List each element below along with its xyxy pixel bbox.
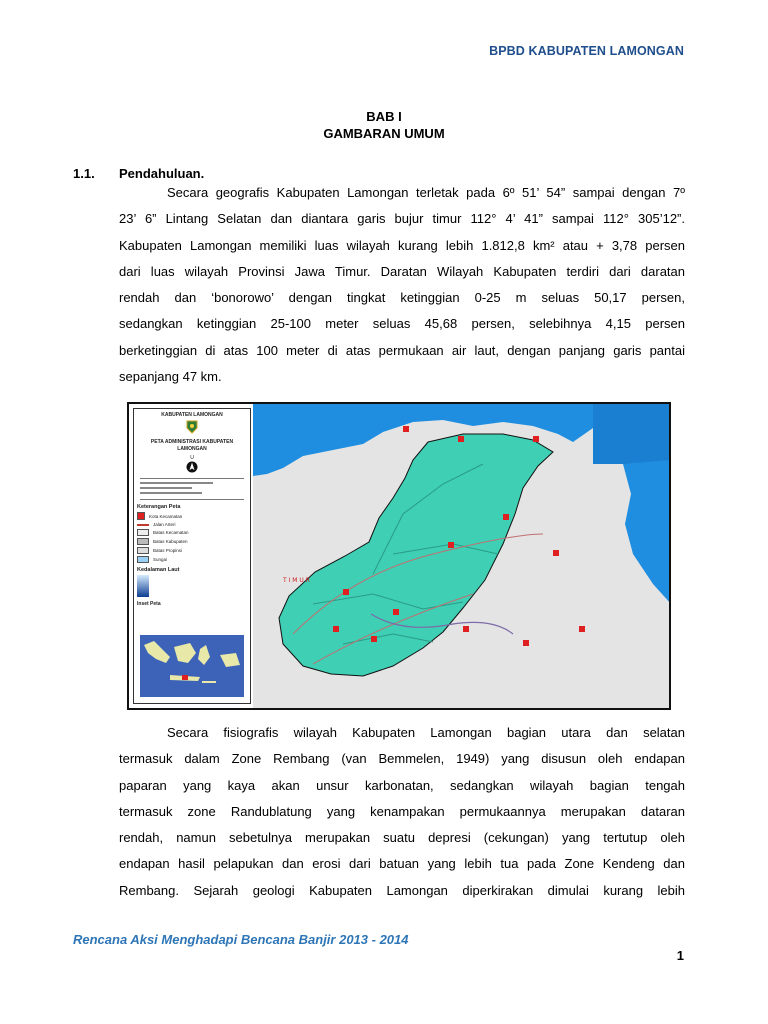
district-marker: [448, 542, 454, 548]
paragraph-line: Secara geografis Kabupaten Lamongan terletak pada 6º 51’ 54” sampai dengan 7º: [167, 185, 685, 200]
district-marker: [403, 426, 409, 432]
page-number: 1: [676, 948, 684, 963]
section-title: Pendahuluan.: [119, 166, 205, 181]
north-arrow-icon: [134, 461, 250, 474]
sea-grid-area: [593, 404, 671, 464]
map-title-1: PETA ADMINISTRASI KABUPATEN: [150, 439, 234, 445]
paragraph-geography: [119, 180, 685, 390]
section-number: 1.1.: [73, 166, 95, 181]
paragraph-line: Secara fisiografis wilayah Kabupaten Lamongan bagian utara dan selatan: [167, 725, 685, 740]
district-marker: [393, 609, 399, 615]
paragraph-line: Rembang. Sejarah geologi Kabupaten Lamongan diperkirakan dimulai kurang lebih: [119, 882, 685, 898]
scale-info-block: [140, 478, 244, 500]
district-marker: [458, 436, 464, 442]
legend-header: KABUPATEN LAMONGAN: [161, 412, 223, 418]
district-marker: [503, 514, 509, 520]
paragraph-line: rendah, namun sebetulnya merupakan suatu depresi (cekungan) yang tertutup oleh: [119, 830, 685, 846]
paragraph-line: 23’ 6” Lintang Selatan dan diantara garis bujur timur 112° 4’ 41” sampai 112° 305’12”.: [119, 211, 685, 227]
paragraph-line: endapan hasil pelapukan dan erosi dari batuan yang lebih tua pada Zone Kendeng dan: [119, 856, 685, 872]
paragraph-line: sedangkan ketinggian 25-100 meter seluas 45,68 persen, selebihnya 4,15 persen: [119, 316, 685, 332]
district-marker: [343, 589, 349, 595]
legend-item: Batas Kabupaten: [137, 538, 247, 545]
paragraph-line: berketinggian di atas 100 meter di atas permukaan air laut, dengan panjang garis pantai: [119, 342, 685, 358]
inset-title: Inset Peta: [137, 601, 161, 607]
district-marker: [333, 626, 339, 632]
map-canvas: [253, 404, 671, 708]
map-title-2: LAMONGAN: [177, 446, 207, 452]
paragraph-line: termasuk dalam Zone Rembang (van Bemmelen, 1949) yang disusun oleh endapan: [119, 751, 685, 767]
paragraph-line: paparan yang kaya akan unsur karbonatan, sedangkan wilayah bagian tengah: [119, 777, 685, 793]
north-label: U: [190, 455, 194, 461]
footer-document-title: Rencana Aksi Menghadapi Bencana Banjir 2013 - 2014: [73, 932, 409, 947]
district-marker: [371, 636, 377, 642]
map-drawing: [253, 404, 671, 708]
administrative-map: [127, 402, 671, 710]
district-marker: [463, 626, 469, 632]
chapter-label: BAB I: [366, 109, 402, 124]
district-marker: [533, 436, 539, 442]
header-org: BPBD KABUPATEN LAMONGAN: [489, 44, 684, 58]
paragraph-line: Kabupaten Lamongan memiliki luas wilayah kurang lebih 1.812,8 km² atau + 3,78 persen: [119, 237, 685, 253]
legend-item: Jalan Arteri: [137, 522, 247, 527]
district-marker: [579, 626, 585, 632]
legend-item: Kota Kecamatan: [137, 512, 247, 520]
paragraph-physiography: [119, 720, 685, 904]
paragraph-line: rendah dan ‘bonorowo’ dengan tingkat ketinggian 0-25 m seluas 50,17 persen,: [119, 290, 685, 306]
legend-item: Batas Kecamatan: [137, 529, 247, 536]
district-marker: [523, 640, 529, 646]
chapter-title: GAMBARAN UMUM: [323, 126, 445, 141]
map-legend: [133, 408, 251, 704]
paragraph-line: dari luas wilayah Provinsi Jawa Timur. Daratan Wilayah Kabupaten terdiri dari daratan: [119, 263, 685, 279]
inset-map: [140, 635, 244, 697]
legend-item: Sungai: [137, 556, 247, 563]
district-marker: [553, 550, 559, 556]
paragraph-line: sepanjang 47 km.: [119, 369, 222, 385]
legend-title: Keterangan Peta: [137, 504, 181, 510]
depth-color-ramp: [137, 575, 149, 597]
regency-seal-icon: [134, 420, 250, 435]
paragraph-line: termasuk zone Randublatung yang kenampakan permukaannya merupakan dataran: [119, 803, 685, 819]
legend-item: Batas Propinsi: [137, 547, 247, 554]
sea-depth-title: Kedalaman Laut: [137, 567, 180, 573]
place-label: T I M U R: [283, 577, 310, 584]
